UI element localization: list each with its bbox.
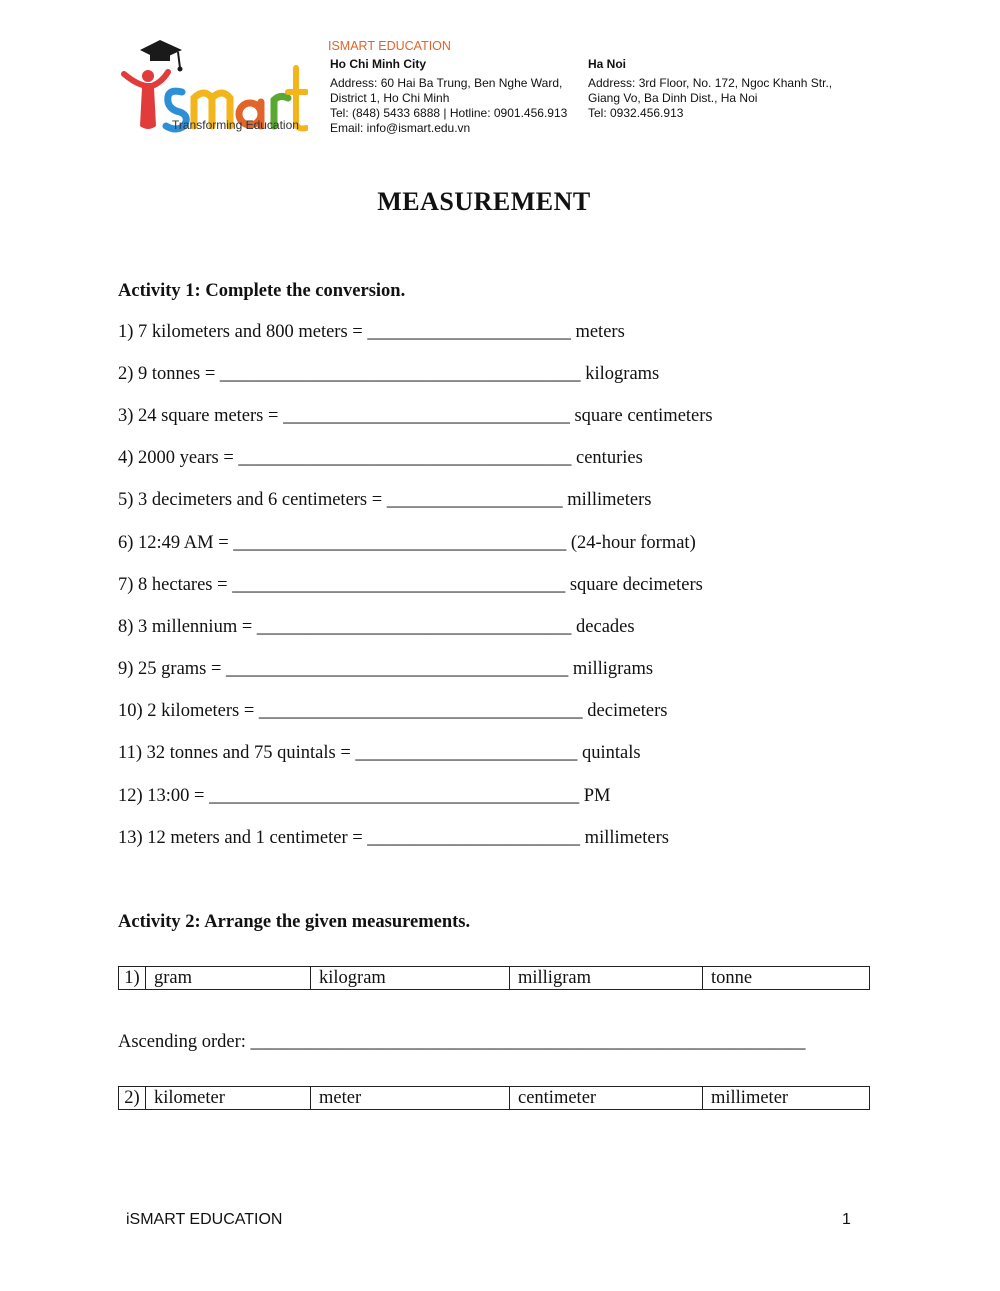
address-hanoi xyxy=(588,57,858,121)
table-cell: meter xyxy=(311,1087,510,1110)
page-title: MEASUREMENT xyxy=(377,187,591,216)
table-cell: kilogram xyxy=(311,967,510,990)
city-name: Ho Chi Minh City xyxy=(330,57,426,71)
conversion-question: 7) 8 hectares = ____________________________________ square decimeters xyxy=(118,575,703,595)
conversion-question: 3) 24 square meters = _______________________________ square centimeters xyxy=(118,406,713,426)
phone-line: Tel: 0932.456.913 xyxy=(588,106,684,120)
conversion-question: 2) 9 tonnes = _______________________________________ kilograms xyxy=(118,364,660,384)
conversion-question: 12) 13:00 = ________________________________________ PM xyxy=(118,786,611,806)
email-line: Email: info@ismart.edu.vn xyxy=(330,121,471,135)
conversion-question: 10) 2 kilometers = ___________________________________ decimeters xyxy=(118,701,668,721)
phone-line: Tel: (848) 5433 6888 | Hotline: 0901.456.913 xyxy=(330,106,568,120)
row-number: 1) xyxy=(119,967,146,990)
table-cell: milligram xyxy=(510,967,703,990)
table-row xyxy=(119,1087,870,1110)
table-cell: kilometer xyxy=(146,1087,311,1110)
logo-tagline: Transforming Education xyxy=(172,118,299,132)
arrange-table-1 xyxy=(118,966,870,990)
address-line: Address: 60 Hai Ba Trung, Ben Nghe Ward, xyxy=(330,76,563,90)
logo-letter-i xyxy=(124,70,168,129)
conversion-question: 4) 2000 years = ____________________________________ centuries xyxy=(118,448,643,468)
table-row xyxy=(119,967,870,990)
conversion-question: 9) 25 grams = _____________________________________ milligrams xyxy=(118,659,654,679)
address-hcm xyxy=(330,57,585,136)
address-line: Address: 3rd Floor, No. 172, Ngoc Khanh Str., xyxy=(588,76,833,90)
conversion-question: 13) 12 meters and 1 centimeter = _______________________ millimeters xyxy=(118,828,669,848)
address-line: District 1, Ho Chi Minh xyxy=(330,91,450,105)
row-number: 2) xyxy=(119,1087,146,1110)
address-line: Giang Vo, Ba Dinh Dist., Ha Noi xyxy=(588,91,758,105)
page-number: 1 xyxy=(842,1211,851,1228)
arrange-table-2 xyxy=(118,1086,870,1110)
activity-1-heading: Activity 1: Complete the conversion. xyxy=(118,281,406,301)
conversion-question: 8) 3 millennium = __________________________________ decades xyxy=(118,617,635,637)
org-name: ISMART EDUCATION xyxy=(328,39,451,53)
table-cell: gram xyxy=(146,967,311,990)
activity-2-heading: Activity 2: Arrange the given measurements. xyxy=(118,912,471,932)
footer-org: iSMART EDUCATION xyxy=(126,1211,283,1228)
ascending-order-line: Ascending order: ____________________________________________________________ xyxy=(118,1032,806,1052)
conversion-question: 11) 32 tonnes and 75 quintals = ________________________ quintals xyxy=(118,743,641,763)
table-cell: tonne xyxy=(703,967,870,990)
table-cell: millimeter xyxy=(703,1087,870,1110)
city-name: Ha Noi xyxy=(588,57,627,71)
table-cell: centimeter xyxy=(510,1087,703,1110)
conversion-question: 1) 7 kilometers and 800 meters = ______________________ meters xyxy=(118,322,625,342)
graduation-cap-icon xyxy=(140,40,183,72)
conversion-question: 6) 12:49 AM = ____________________________________ (24-hour format) xyxy=(118,533,696,553)
conversion-question: 5) 3 decimeters and 6 centimeters = ___________________ millimeters xyxy=(118,490,652,510)
